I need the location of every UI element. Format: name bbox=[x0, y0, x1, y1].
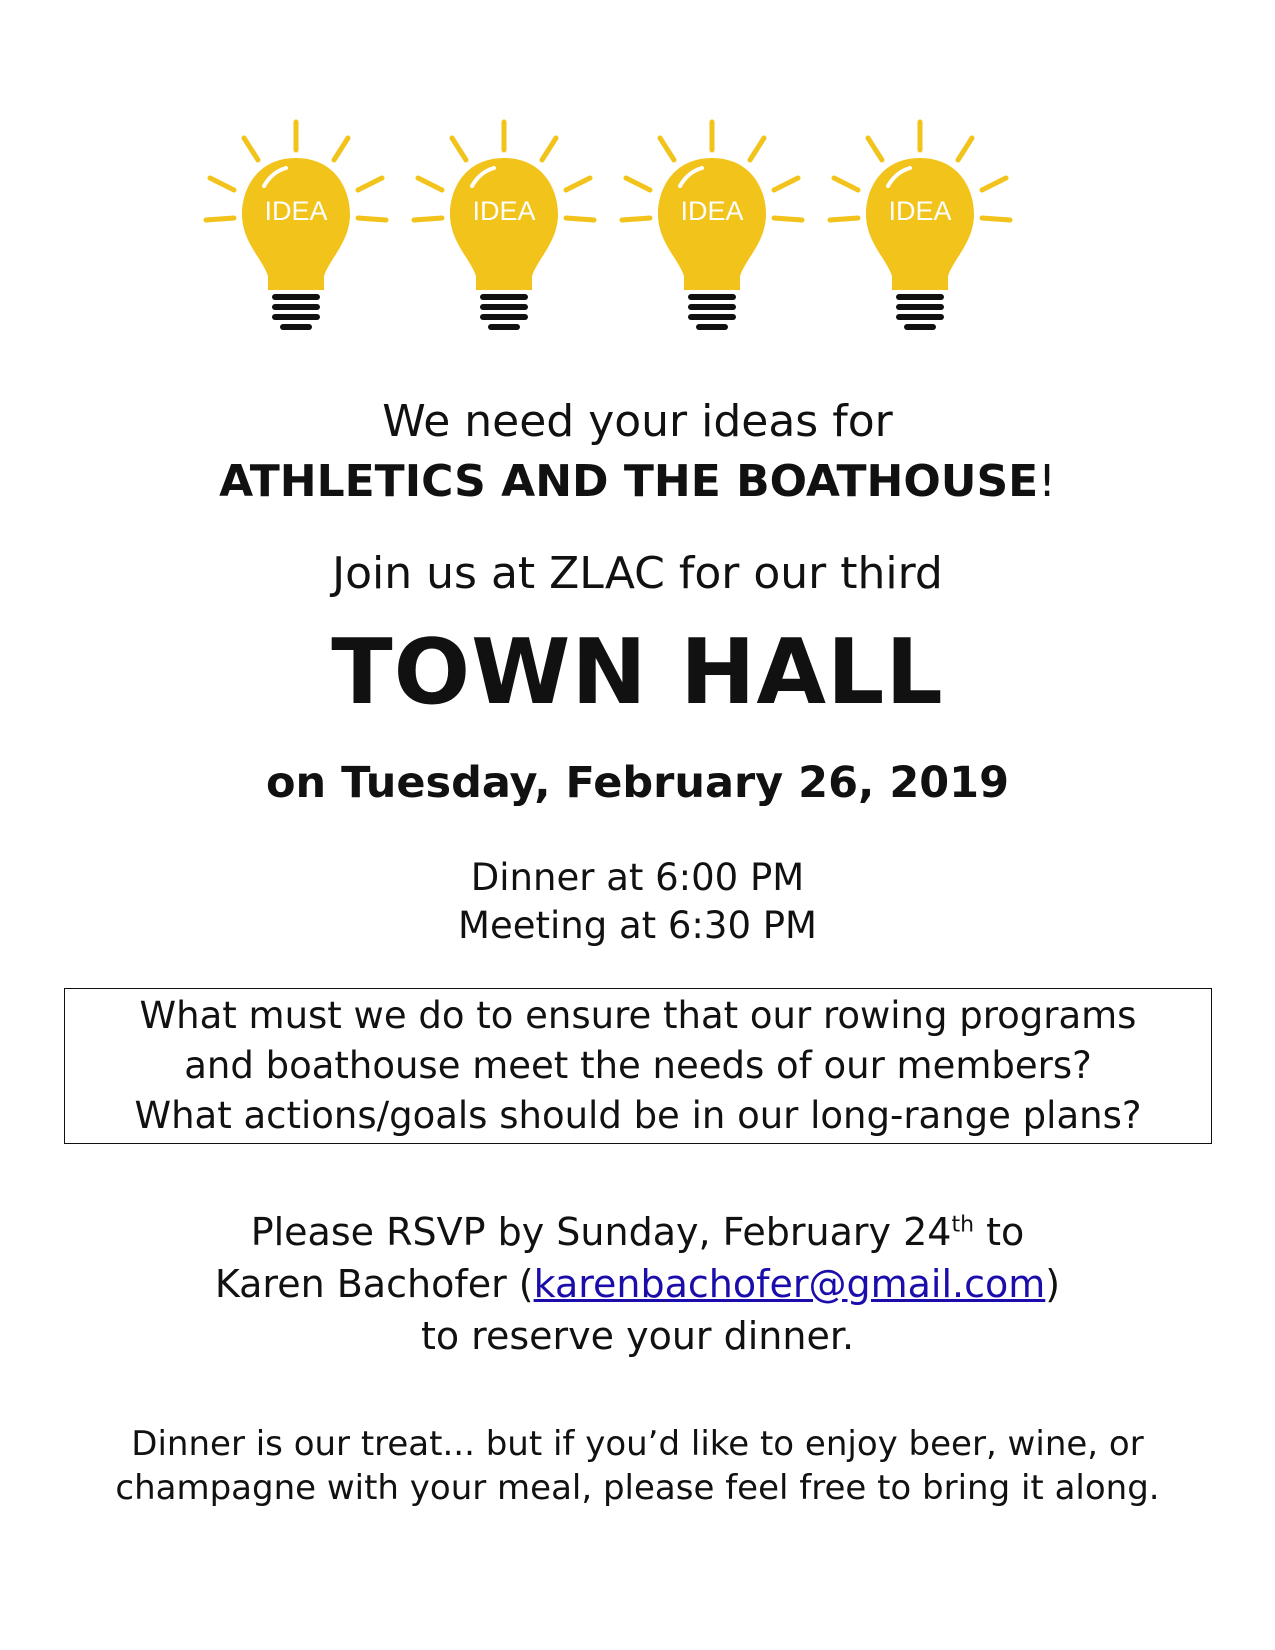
footer-note-line: Dinner is our treat... but if you’d like to enjoy beer, wine, or bbox=[131, 1424, 1144, 1464]
idea-lightbulb-icon bbox=[176, 110, 416, 360]
rsvp-email-link[interactable]: karenbachofer@gmail.com bbox=[533, 1262, 1046, 1306]
headline bbox=[0, 456, 1275, 507]
meeting-time: Meeting at 6:30 PM bbox=[458, 904, 817, 947]
headline-bold: ATHLETICS AND THE BOATHOUSE bbox=[219, 456, 1039, 507]
join-text: Join us at ZLAC for our third bbox=[332, 548, 943, 599]
rsvp-contact-prefix: Karen Bachofer ( bbox=[214, 1262, 534, 1306]
rsvp-deadline bbox=[0, 1210, 1275, 1254]
event-title: TOWN HALL bbox=[331, 620, 944, 725]
idea-lightbulb-icon bbox=[384, 110, 624, 360]
bulb-label: IDEA bbox=[888, 196, 952, 226]
headline-suffix: ! bbox=[1038, 456, 1056, 507]
rsvp-contact bbox=[0, 1262, 1275, 1306]
idea-lightbulb-icon bbox=[592, 110, 832, 360]
rsvp-line1-prefix: Please RSVP by Sunday, February 24 bbox=[250, 1210, 952, 1254]
footer-note-line: champagne with your meal, please feel free to bring it along. bbox=[115, 1468, 1160, 1508]
question-line: and boathouse meet the needs of our members? bbox=[184, 1044, 1092, 1087]
bulb-label: IDEA bbox=[680, 196, 744, 226]
idea-bulbs-row bbox=[0, 110, 1275, 360]
intro-text: We need your ideas for bbox=[382, 396, 893, 447]
event-date: on Tuesday, February 26, 2019 bbox=[265, 758, 1009, 808]
rsvp-ordinal-suffix: th bbox=[951, 1212, 975, 1238]
question-line: What actions/goals should be in our long-range plans? bbox=[134, 1094, 1142, 1137]
dinner-time: Dinner at 6:00 PM bbox=[470, 856, 805, 899]
rsvp-line1-suffix: to bbox=[974, 1210, 1025, 1254]
rsvp-contact-suffix: ) bbox=[1045, 1262, 1061, 1306]
questions-box bbox=[64, 988, 1212, 1144]
rsvp-reserve: to reserve your dinner. bbox=[420, 1314, 855, 1358]
bulb-label: IDEA bbox=[472, 196, 536, 226]
idea-lightbulb-icon bbox=[800, 110, 1040, 360]
bulb-label: IDEA bbox=[264, 196, 328, 226]
question-line: What must we do to ensure that our rowing programs bbox=[139, 994, 1137, 1037]
